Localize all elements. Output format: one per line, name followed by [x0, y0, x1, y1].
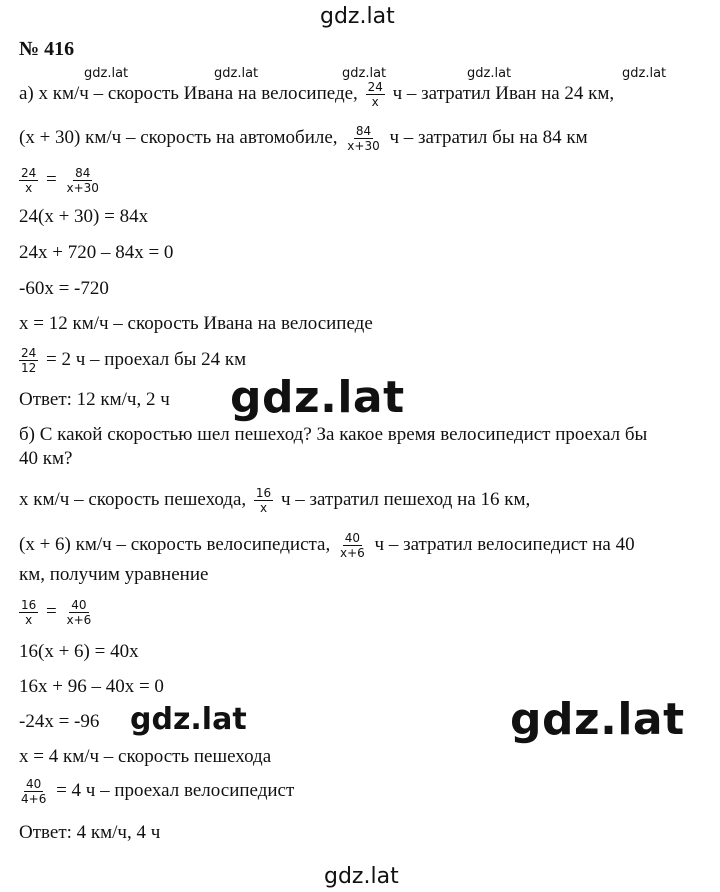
part-a-step-5	[19, 346, 246, 375]
fraction-left	[19, 598, 38, 627]
part-b-step-4: x = 4 км/ч – скорость пешехода	[19, 746, 272, 767]
part-b-step-1: 16(x + 6) = 40x	[19, 641, 139, 662]
numerator: 84	[75, 166, 91, 180]
watermark-bottom: gdz.lat	[324, 864, 399, 889]
watermark-right: gdz.lat	[510, 694, 685, 745]
part-b-question-1: б) С какой скоростью шел пешеход? За какое время велосипедист проехал бы	[19, 424, 648, 445]
part-a-step-3: -60x = -720	[19, 278, 109, 299]
numerator: 40	[71, 598, 87, 612]
part-a-line-2	[19, 124, 588, 153]
fraction	[19, 346, 38, 375]
fraction-right	[65, 598, 94, 627]
denominator: x+6	[339, 546, 365, 560]
part-a-step-4: x = 12 км/ч – скорость Ивана на велосипеде	[19, 313, 373, 334]
text: (x + 30) км/ч – скорость на автомобиле,	[19, 126, 338, 148]
watermark-top: gdz.lat	[320, 4, 395, 29]
text: (x + 6) км/ч – скорость велосипедиста,	[19, 533, 331, 555]
fraction	[366, 80, 385, 109]
part-b-line-2	[19, 531, 635, 560]
numerator: 24	[21, 166, 37, 180]
watermark-small-5: gdz.lat	[622, 66, 667, 81]
part-b-line-1	[19, 486, 530, 515]
fraction	[345, 124, 381, 153]
text: = 4 ч – проехал велосипедист	[56, 779, 295, 801]
numerator: 84	[355, 124, 372, 138]
text: x км/ч – скорость пешехода,	[19, 488, 247, 510]
equals-sign: =	[46, 600, 57, 622]
fraction	[338, 531, 367, 560]
text: ч – затратил Иван на 24 км,	[392, 82, 615, 104]
numerator: 40	[26, 777, 42, 791]
text: а) x км/ч – скорость Ивана на велосипеде,	[19, 82, 358, 104]
part-b-question-2: 40 км?	[19, 448, 73, 469]
numerator: 16	[21, 598, 37, 612]
fraction	[19, 777, 48, 806]
fraction-left	[19, 166, 38, 195]
fraction	[254, 486, 273, 515]
part-b-line-3: км, получим уравнение	[19, 564, 209, 585]
numerator: 24	[21, 346, 37, 360]
denominator: x+30	[347, 139, 380, 153]
watermark-small-3: gdz.lat	[342, 66, 387, 81]
part-b-equation	[19, 598, 96, 627]
text: ч – затратил велосипедист на 40	[374, 533, 635, 555]
text: = 2 ч – проехал бы 24 км	[46, 348, 247, 370]
denominator: x	[259, 501, 268, 515]
denominator: x	[25, 181, 33, 195]
part-b-answer: Ответ: 4 км/ч, 4 ч	[19, 822, 161, 843]
text: ч – затратил бы на 84 км	[389, 126, 588, 148]
watermark-small-4: gdz.lat	[467, 66, 512, 81]
watermark-center: gdz.lat	[230, 372, 405, 423]
denominator: x	[371, 95, 379, 109]
numerator: 16	[255, 486, 272, 500]
part-a-step-1: 24(x + 30) = 84x	[19, 206, 149, 227]
watermark-mid-left: gdz.lat	[130, 702, 247, 737]
part-b-step-5	[19, 777, 294, 806]
watermark-small-2: gdz.lat	[214, 66, 259, 81]
part-a-equation	[19, 166, 104, 195]
fraction-right	[65, 166, 101, 195]
problem-number: № 416	[19, 38, 75, 60]
equals-sign: =	[46, 168, 57, 190]
denominator: 12	[21, 361, 37, 375]
text: ч – затратил пешеход на 16 км,	[280, 488, 531, 510]
denominator: x	[25, 613, 33, 627]
part-a-line-1	[19, 80, 614, 109]
part-a-answer: Ответ: 12 км/ч, 2 ч	[19, 389, 170, 410]
watermark-small-1: gdz.lat	[84, 66, 129, 81]
numerator: 40	[344, 531, 360, 545]
numerator: 24	[367, 80, 383, 94]
denominator: x+30	[66, 181, 99, 195]
part-b-step-2: 16x + 96 – 40x = 0	[19, 676, 164, 697]
part-b-step-3: -24x = -96	[19, 711, 100, 732]
denominator: 4+6	[21, 792, 47, 806]
denominator: x+6	[66, 613, 92, 627]
part-a-step-2: 24x + 720 – 84x = 0	[19, 242, 174, 263]
